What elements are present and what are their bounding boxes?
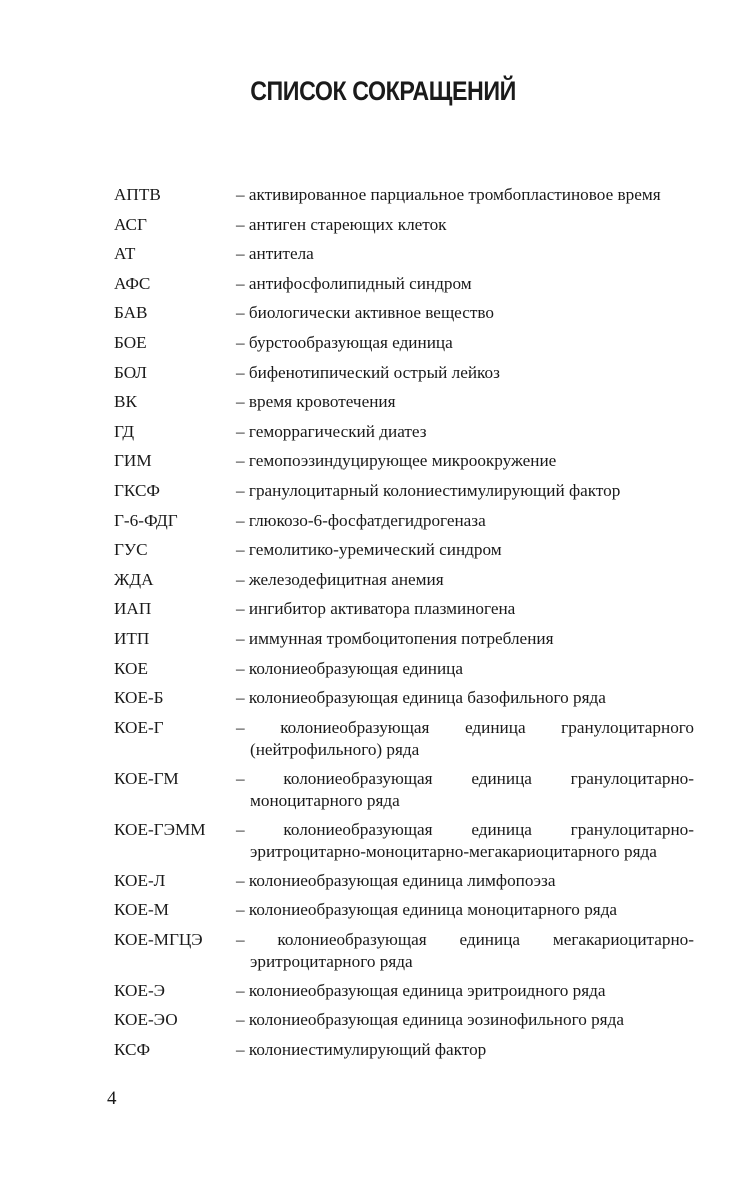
definition: – ингибитор активатора плазминогена [236,599,516,619]
abbreviation: ИТП [114,628,150,648]
definition: – антиген стареющих клеток [236,214,447,234]
list-item [114,768,694,819]
list-item [114,929,694,980]
definition: – активированное парциальное тромбопластиновое время [236,185,661,204]
abbreviation: КОЕ-Э [114,980,166,1000]
definition: – колониеобразующая единица гранулоцитарно-моноцитарного ряда [236,768,694,810]
list-item [114,819,694,870]
list-item [114,1039,694,1069]
abbreviation: АТ [114,244,136,264]
definition: – бифенотипический острый лейкоз [236,362,500,382]
definition: – железодефицитная анемия [236,569,444,589]
abbreviation: КОЕ-Г [114,717,164,737]
definition: – колониеобразующая единица гранулоцитарно-эритроцитарно-моноцитарно-мегакариоцитарного ряда [236,819,694,861]
definition: – гранулоцитарный колониестимулирующий фактор [236,480,621,500]
abbreviation-list [114,184,694,1069]
abbreviation: КОЕ-ГЭММ [114,819,206,839]
definition: – антитела [236,244,314,264]
definition: – колониеобразующая единица [236,658,463,678]
list-item [114,598,694,628]
definition: – биологически активное вещество [236,303,494,323]
list-item [114,184,694,214]
definition: – геморрагический диатез [236,421,427,441]
abbreviation: КОЕ-Б [114,688,164,708]
abbreviation: ИАП [114,599,152,619]
definition: – бурстообразующая единица [236,332,453,352]
definition: – колониеобразующая единица мегакариоцитарно-эритроцитарного ряда [236,929,694,971]
abbreviation: АФС [114,273,151,293]
abbreviation: ЖДА [114,569,154,589]
abbreviation: БАВ [114,303,148,323]
list-item [114,510,694,540]
definition: – глюкозо-6-фосфатдегидрогеназа [236,510,486,530]
list-item [114,687,694,717]
list-item [114,539,694,569]
definition: – время кровотечения [236,392,396,412]
list-item [114,273,694,303]
list-item [114,1009,694,1039]
abbreviation: БОЛ [114,362,147,382]
list-item [114,332,694,362]
definition: – колониеобразующая единица эритроидного ряда [236,980,606,1000]
abbreviation: КОЕ-ГМ [114,768,179,788]
definition: – колониеобразующая единица эозинофильного ряда [236,1010,624,1030]
list-item [114,243,694,273]
definition: – колониеобразующая единица гранулоцитарного (нейтрофильного) ряда [236,717,694,759]
abbreviation: ГКСФ [114,480,161,500]
abbreviation: КОЕ [114,658,148,678]
abbreviation: АПТВ [114,185,161,204]
abbreviation: Г-6-ФДГ [114,510,178,530]
page-number: 4 [107,1088,117,1109]
abbreviation: КОЕ-ЭО [114,1010,178,1030]
definition: – антифосфолипидный синдром [236,273,472,293]
definition: – колониестимулирующий фактор [236,1040,487,1060]
list-item [114,628,694,658]
abbreviation: КОЕ-М [114,900,169,920]
list-item [114,899,694,929]
page-title: СПИСОК СОКРАЩЕНИЙ [250,76,516,106]
list-item [114,870,694,900]
definition: – колониеобразующая единица моноцитарного ряда [236,900,618,920]
abbreviation: ВК [114,392,137,412]
list-item [114,450,694,480]
abbreviation: ГД [114,421,135,441]
list-item [114,480,694,510]
definition: – колониеобразующая единица базофильного ряда [236,688,606,708]
list-item [114,362,694,392]
abbreviation: БОЕ [114,332,147,352]
list-item [114,421,694,451]
list-item [114,391,694,421]
definition: – иммунная тромбоцитопения потребления [236,628,554,648]
definition: – колониеобразующая единица лимфопоэза [236,870,556,890]
abbreviation: ГУС [114,540,148,560]
list-item [114,980,694,1010]
list-item [114,302,694,332]
list-item [114,214,694,244]
list-item [114,717,694,768]
abbreviation: АСГ [114,214,147,234]
definition: – гемопоэзиндуцирующее микроокружение [236,451,557,471]
list-item [114,569,694,599]
abbreviation: КСФ [114,1040,151,1060]
list-item [114,658,694,688]
abbreviation: КОЕ-МГЦЭ [114,929,203,949]
definition: – гемолитико-уремический синдром [236,540,502,560]
abbreviation: КОЕ-Л [114,870,166,890]
abbreviation: ГИМ [114,451,152,471]
